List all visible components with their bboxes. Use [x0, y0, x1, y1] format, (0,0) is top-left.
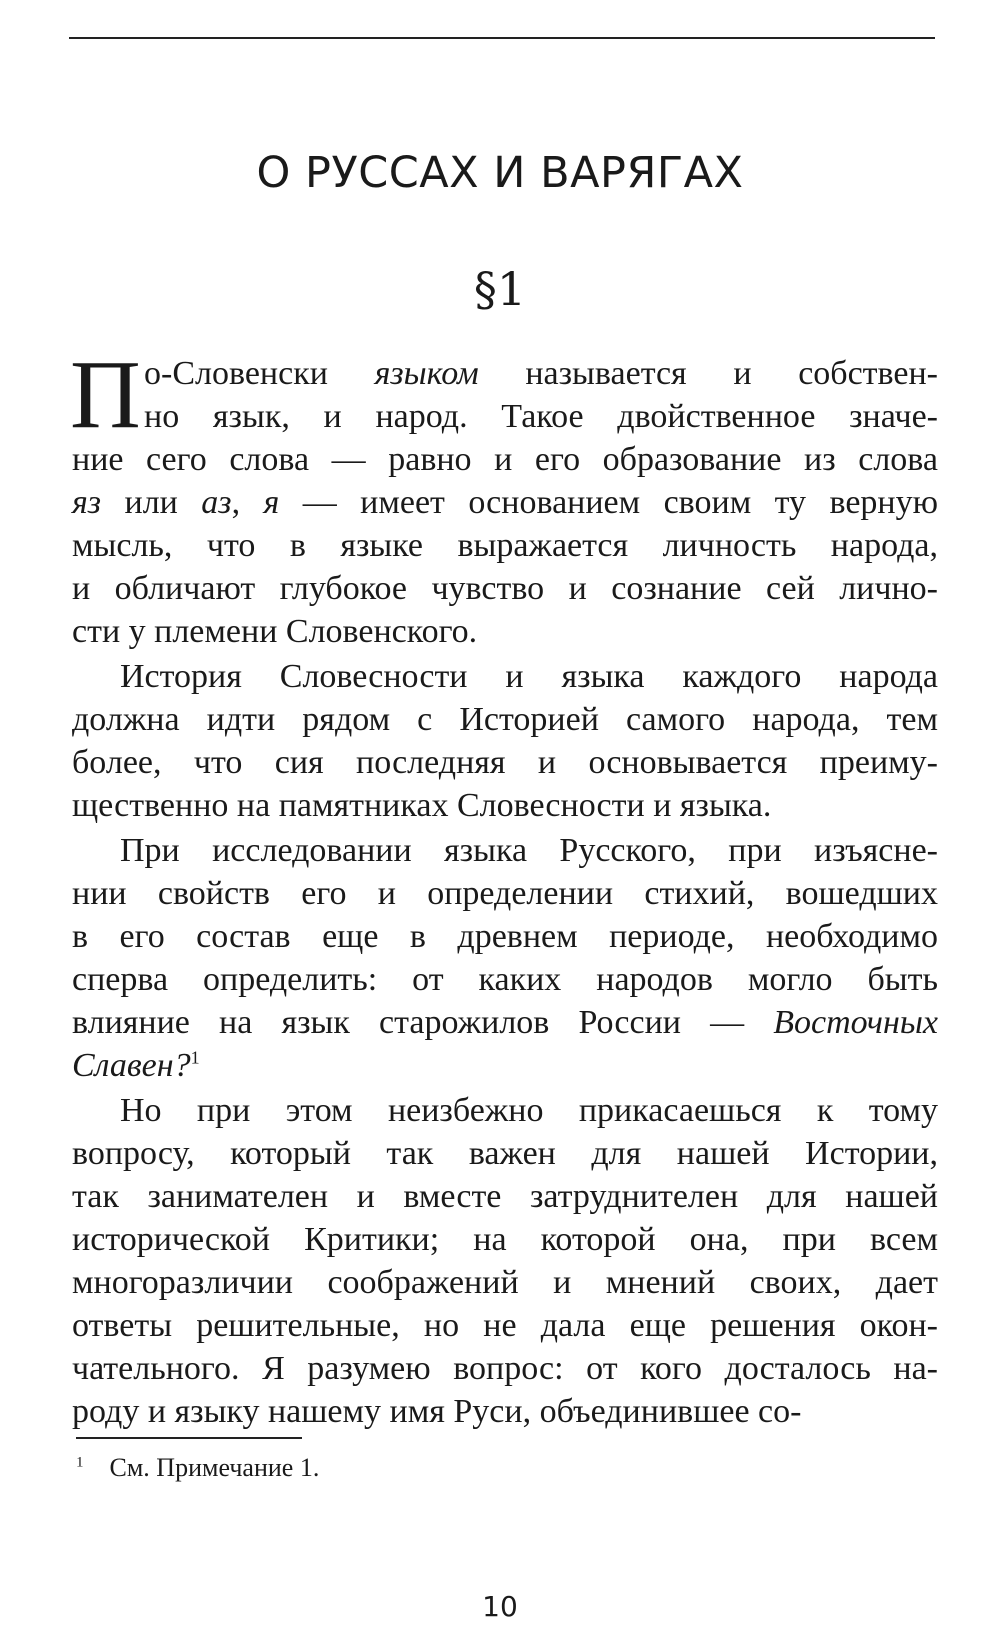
text-line: и обличают глубокое чувство и сознание сей лично-: [72, 570, 938, 607]
text-line: сперва определить: от каких народов могло быть: [72, 961, 938, 998]
italic-term: Славен?: [72, 1047, 191, 1084]
text-line: [72, 1044, 938, 1087]
text-line: щественно на памятниках Словесности и языка.: [72, 787, 772, 824]
header-rule: [69, 37, 935, 39]
text-line: исторической Критики; на которой она, при всем: [72, 1221, 938, 1258]
text-line: сти у племени Словенского.: [72, 613, 478, 650]
paragraph: [70, 341, 939, 653]
drop-cap: П: [70, 341, 141, 449]
text-line: История Словесности и языка каждого народа: [120, 658, 938, 695]
text-line: влияние на язык старожилов России — Восточных: [72, 1004, 938, 1041]
text-line: ответы решительные, но не дала еще решения окон-: [72, 1307, 938, 1344]
footnote-rule: [76, 1437, 302, 1439]
footnote-marker: 1: [76, 1454, 84, 1471]
italic-term: аз: [201, 484, 232, 521]
footnote-text: См. Примечание 1.: [109, 1453, 320, 1482]
page-number: 10: [482, 1590, 518, 1623]
paragraph: [72, 1089, 938, 1433]
text-line: в его состав еще в древнем периоде, необходимо: [72, 918, 938, 955]
chapter-title: О РУССАХ И ВАРЯГАХ: [256, 148, 744, 198]
italic-term: я: [263, 484, 280, 521]
italic-term: яз: [72, 484, 102, 521]
text-line: должна идти рядом с Историей самого народа, тем: [72, 701, 938, 738]
text-line: яз или аз, я — имеет основанием своим ту верную: [72, 484, 939, 521]
text-line: так занимателен и вместе затруднителен для нашей: [72, 1178, 938, 1215]
footnote: [76, 1452, 876, 1484]
italic-term: Восточных: [773, 1004, 938, 1041]
text-line: роду и языку нашему имя Руси, объединившее со-: [72, 1393, 802, 1430]
italic-term: языком: [374, 355, 479, 392]
text-line: мысль, что в языке выражается личность народа,: [72, 527, 938, 564]
text-line: вопросу, который так важен для нашей Истории,: [72, 1135, 938, 1172]
text-line: ние сего слова — равно и его образование из слова: [72, 441, 938, 478]
text-line: о-Словенски языком называется и собствен-: [144, 355, 938, 392]
section-heading: §1: [473, 262, 527, 316]
text-line: чательного. Я разумею вопрос: от кого досталось на-: [72, 1350, 938, 1387]
main-text: [70, 341, 939, 1433]
text-line: многоразличии соображений и мнений своих, дает: [72, 1264, 938, 1301]
text-line: При исследовании языка Русского, при изъясне-: [120, 832, 938, 869]
paragraph: [72, 655, 938, 827]
text-line: Но при этом неизбежно прикасаешься к тому: [120, 1092, 938, 1129]
text-line: нии свойств его и определении стихий, вошедших: [72, 875, 938, 912]
paragraph: [72, 829, 938, 1087]
footnote-ref: 1: [190, 1047, 200, 1068]
text-line: но язык, и народ. Такое двойственное значе-: [144, 398, 938, 435]
text-line: более, что сия последняя и основывается преиму-: [72, 744, 938, 781]
